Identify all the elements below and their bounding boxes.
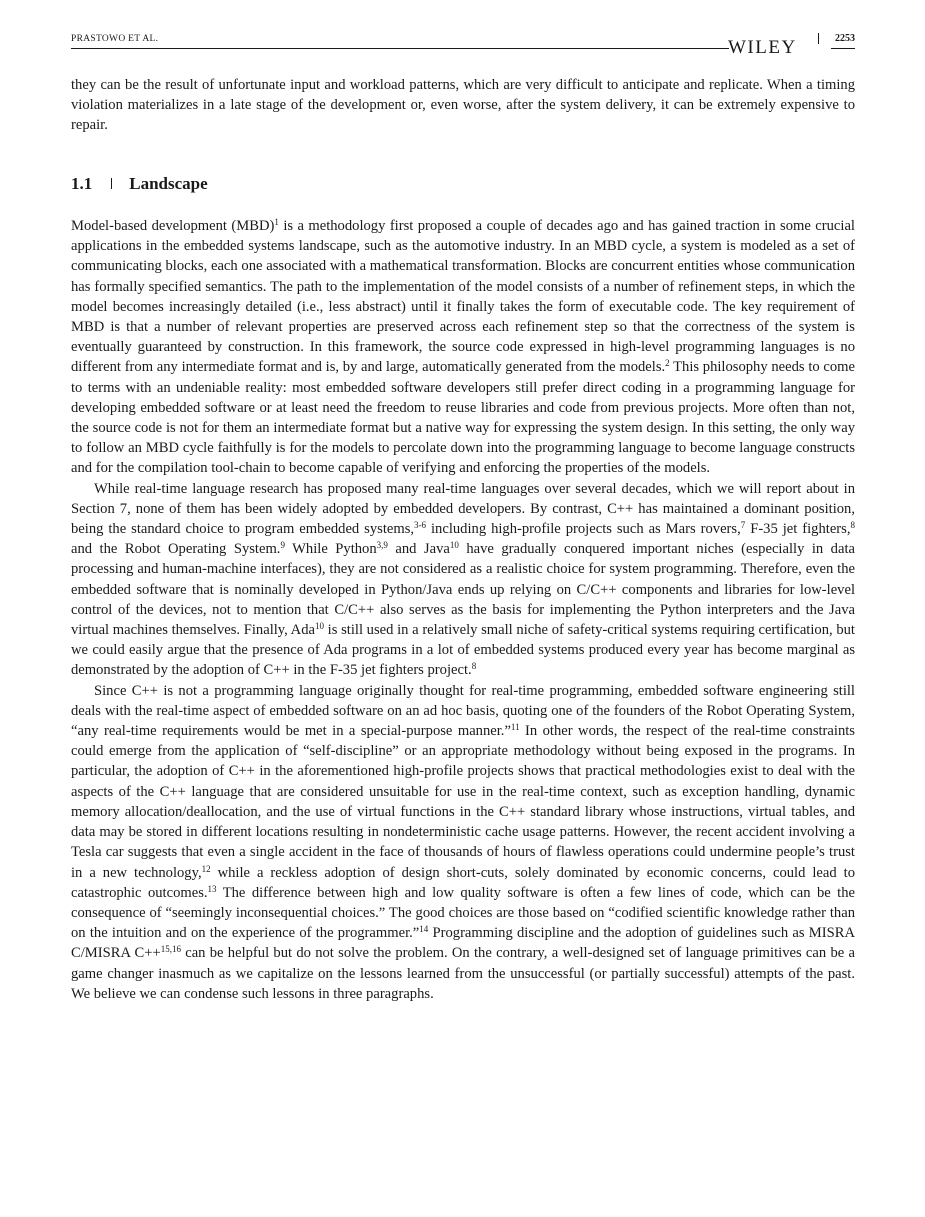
text-run: can be helpful but do not solve the problem. On the contrary, a well-designed set of language primitives can be a game changer inasmuch as we capitalize on the lessons learned from the unsuccessful (or partially successful) attempts of the past. We believe we can condense such lessons in three paragraphs. (71, 945, 855, 1002)
citation: 7 (740, 520, 746, 531)
citation: 10 (315, 621, 324, 632)
text-run: While Python (284, 541, 377, 558)
section-title: Landscape (129, 174, 208, 193)
text-run: This philosophy needs to come to terms with an undeniable reality: most embedded software developers still prefer direct coding in a programming language for developing embedded software or at least need the freedom to reuse libraries and code from previous projects. More often than not, the source code is not for them an intermediate format but a native way for expressing the system design. In this setting, the only way to follow an MBD cycle faithfully is for the models to percolate down into the programming language to become language constructs and for the compilation tool-chain to become capable of verifying and enforcing the properties of the models. (71, 359, 855, 477)
text-run: In other words, the respect of the real-time constraints could emerge from the application of “self-discipline” or an appropriate methodology without being exposed in the programs. In particular, the adoption of C++ in the aforementioned high-profile projects shows that practical methodologies exist to deal with the aspects of the C++ language that are considered unsuitable for use in the real-time context, such as exception handling, dynamic memory allocation/deallocation, and the use of virtual functions in the C++ standard library whose instructions, virtual tables, and data may be stored in different locations resulting in nondeterministic cache usage patterns. However, the recent accident involving a Tesla car suggests that even a single accident in the face of thousands of hours of flawless operations could undermine people’s trust in a new technology, (71, 723, 855, 881)
intro-paragraph: they can be the result of unfortunate input and workload patterns, which are very difficult to anticipate and replicate. When a timing violation materializes in a late stage of the development or, even worse, after the system delivery, it can be extremely expensive to repair. (71, 77, 855, 134)
text-run: is a methodology first proposed a couple of decades ago and has gained traction in some crucial applications in the embedded systems landscape, such as the automotive industry. In an MBD cycle, a system is modeled as a set of communicating blocks, each one associated with a mathematical transformation. Blocks are concurrent entities whose communication has formally specified semantics. The path to the implementation of the model consists of a number of refinement steps, in which the model becomes increasingly detailed (i.e., less abstract) until it finally takes the form of executable code. The key requirement of MBD is that a number of relevant properties are preserved across each refinement step so that the correctness of the system is eventually guaranteed by construction. In this framework, the source code expressed in high-level programming languages is no different from any intermediate format and is, by and large, automatically generated from the models. (71, 218, 855, 376)
citation: 3,9 (376, 540, 388, 551)
paragraph-2 (71, 479, 855, 681)
header-authors: PRASTOWO ET AL. (71, 34, 159, 44)
citation: 9 (280, 540, 285, 551)
citation: 15,16 (160, 944, 181, 955)
paragraph-3 (71, 681, 855, 1004)
citation: 12 (201, 863, 211, 874)
citation: 8 (850, 520, 855, 531)
text-run: have gradually conquered important niches (especially in data processing and human-machine interfaces), they are not considered as a realistic choice for system programming. Therefore, even the embedded software that is nominally developed in Python/Java ends up relying on C/C++ components and libraries for low-level control of the devices, not to mention that C/C++ also serves as the basis for implementing the Python interpreters and the Java virtual machines themselves. Finally, Ada (71, 541, 855, 639)
text-run: The difference between high and low quality software is often a few lines of code, which can be the consequence of “seemingly inconsequential choices.” The good choices are those based on “codified scientific knowledge rather than on the intuition and on the experience of the programmer.” (71, 884, 855, 942)
header-separator (818, 33, 819, 44)
paragraph-1 (71, 216, 855, 479)
text-run: Programming discipline and the adoption of guidelines such as MISRA C/MISRA C++ (71, 925, 855, 962)
text-run: while a reckless adoption of design short-cuts, solely dominated by economic concerns, could lead to catastrophic outcomes. (71, 864, 855, 901)
citation: 1 (274, 217, 279, 227)
text-run: and the Robot Operating System. (71, 541, 281, 558)
section-separator (111, 178, 112, 189)
citation: 3-6 (414, 520, 427, 531)
page-number-rule (831, 48, 855, 49)
text-run: is still used in a relatively small niche of safety-critical systems requiring certification, but we could easily argue that the presence of Ada programs in a lot of embedded systems produced every year has become marginal as demonstrated by the adoption of C++ in the F-35 jet fighters project. (71, 622, 855, 679)
page-number: 2253 (835, 33, 855, 44)
text-run: and Java (387, 541, 450, 558)
text-run: Since C++ is not a programming language originally thought for real-time programming, embedded software engineering still deals with the real-time aspect of embedded software on an ad hoc basis, quoting one of the founders of the Robot Operating System, “any real-time requirements would be met in a special-purpose manner.” (71, 682, 855, 740)
running-header (71, 30, 855, 58)
text-run: While real-time language research has proposed many real-time languages over several decades, which we will report about in Section 7, none of them has been widely adopted by embedded developers. By contrast, C++ has maintained a dominant position, being the standard choice to program embedded systems, (71, 480, 855, 538)
header-rule (71, 48, 729, 49)
text-run: Model-based development (MBD) (71, 218, 275, 234)
section-body (71, 216, 855, 1004)
citation: 13 (207, 883, 217, 894)
citation: 2 (665, 358, 670, 369)
citation: 11 (510, 722, 520, 733)
citation: 14 (419, 924, 429, 935)
intro-text-block (71, 75, 855, 136)
citation: 10 (449, 540, 459, 551)
text-run: F-35 jet fighters, (745, 521, 851, 538)
section-number: 1.1 (71, 174, 93, 193)
text-run: including high-profile projects such as Mars rovers, (426, 521, 741, 538)
citation: 8 (471, 661, 477, 672)
publisher-logo: WILEY (728, 37, 797, 58)
section-heading (71, 174, 208, 194)
